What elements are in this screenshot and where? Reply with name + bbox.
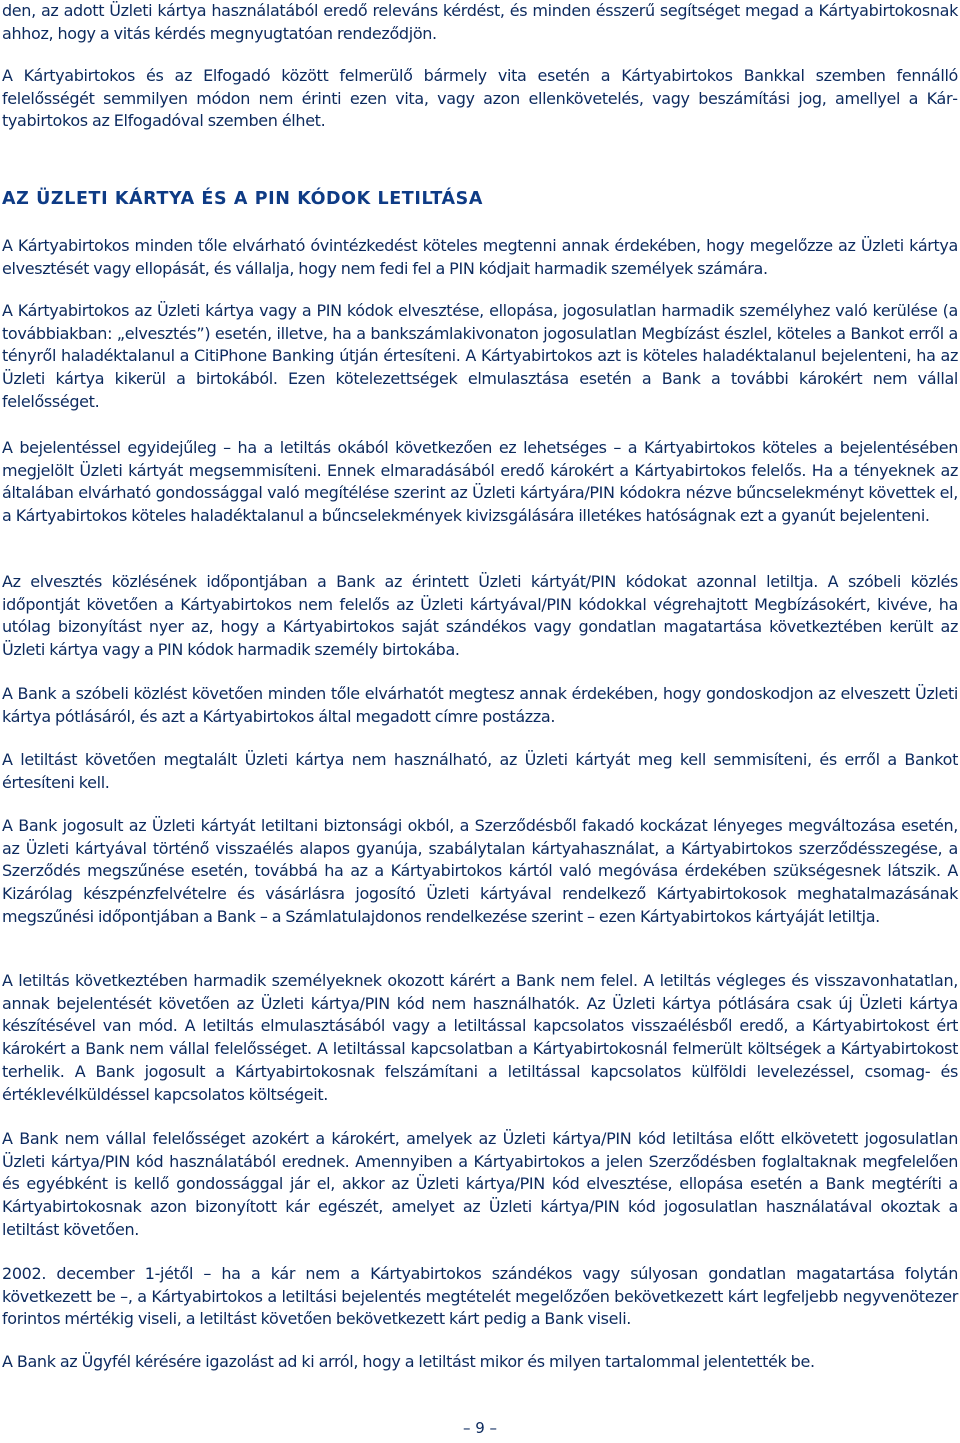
paragraph-blocking-consequences: A letiltás következtében harmadik személyeknek okozott kárért a Bank nem felel. A letiltás végleges és visszavonhatatlan, annak bejelentését követően az Üzleti kártya/PIN kód nem használhatók. Az Üzleti kártya pótlására csak új Üzleti kártya készítésével van mód. A letiltás elmulasztásából vagy a letiltással kapcsolatos visszaélésből eredő, a Kártyabirtokost ért károkért a Bank nem vállal felelősséget. A letiltással kapcsolatban a Kártyabirtokosnál felmerült költségek a Kártyabirtokost terhelik. A Bank jogosult a Kártyabirtokosnak felszámítani a letiltással kapcsolatos külföldi levelezéssel, csomag- és értéklevélküldéssel kapcsolatos költségeit. <box>2 971 958 1104</box>
paragraph-dispute: A Kártyabirtokos és az Elfogadó között felmerülő bármely vita esetén a Kártyabirtokos Bankkal szemben fennálló felelősségét semmilyen módon nem érinti ezen vita, vagy azon ellenkövetelés, vagy beszámítási jog, amellyel a Kártyabirtokos az Elfogadóval szemben élhet. <box>2 66 958 131</box>
paragraph-liability: A Bank nem vállal felelősséget azokért a károkért, amelyek az Üzleti kártya/PIN kód letiltása előtt elkövetett jogosulatlan Üzleti kártya/PIN kód használatából erednek. Amennyiben a Kártyabirtokos a jelen Szerződésben foglaltaknak megfelelően és egyébként is kellő gondossággal jár el, akkor az Üzleti kártya/PIN kód elvesztése, ellopása esetén a Bank megtéríti a Kártyabirtokosnak azon bizonyított kár egészét, amelyet az Üzleti kártya/PIN kód jogosulatlan használatával okoztak a letiltást követően. <box>2 1129 958 1239</box>
paragraph-precautions: A Kártyabirtokos minden tőle elvárható óvintézkedést köteles megtenni annak érdekében, hogy megelőzze az Üzleti kártya elvesztését vagy ellopását, és vállalja, hogy nem fedi fel a PIN kódjait harmadik személyek számára. <box>2 236 958 278</box>
paragraph-loss-notification: A Kártyabirtokos az Üzleti kártya vagy a PIN kódok elvesztése, ellopása, jogosulatlan harmadik személyhez való kerülése (a továbbiakban: „elvesztés”) esetén, illetve, ha a bankszámlakivonaton jogosulatlan Megbízást észlel, köteles a Bankot erről a tényről haladéktalanul a CitiPhone Banking útján értesíteni. A Kártyabirtokos azt is köteles haladéktalanul bejelenteni, ha az Üzleti kártya kikerül a birtokából. Ezen kötelezettségek elmulasztása esetén a Bank a további károkért nem vállal felelősséget. <box>2 301 958 411</box>
section-heading: AZ ÜZLETI KÁRTYA ÉS A PIN KÓDOK LETILTÁSA <box>2 189 483 209</box>
paragraph-blocking-time: Az elvesztés közlésének időpontjában a Bank az érintett Üzleti kártyát/PIN kódokat azonnal letiltja. A szóbeli közlés időpontját követően a Kártyabirtokos nem felelős az Üzleti kártyával/PIN kódokkal végrehajtott Megbízásokért, kivéve, ha utólag bizonyítást nyer az, hogy a Kártyabirtokos saját szándékos vagy gondatlan magatartása következtében került az Üzleti kártya vagy a PIN kódok harmadik személy birtokába. <box>2 572 958 660</box>
paragraph-bank-blocking: A Bank jogosult az Üzleti kártyát letiltani biztonsági okból, a Szerződésből fakadó kockázat lényeges megváltozása esetén, az Üzleti kártyával történő visszaélés alapos gyanúja, szabálytalan kártyahasználat, a Kártyabirtokos szerződésszegése, a Szerződés megszűnése esetén, továbbá ha az a Kártyabirtokos kártól való megóvása érdekében szükségesnek látszik. A Kizárólag készpénzfelvételre és vásárlásra jogosító Üzleti kártyával rendelkező Kártyabirtokosok meghatalmazásának megszűnési időpontjában a Bank – a Számlatulajdonos rendelkezése szerint – ezen Kártyabirtokos kártyáját letiltja. <box>2 816 958 926</box>
paragraph-replacement: A Bank a szóbeli közlést követően minden tőle elvárhatót megtesz annak érdekében, hogy gondoskodjon az elveszett Üzleti kártya pótlásáról, és azt a Kártyabirtokos által megadott címre postázza. <box>2 684 958 726</box>
paragraph-certificate: A Bank az Ügyfél kérésére igazolást ad ki arról, hogy a letiltást mikor és milyen tartalommal jelentették be. <box>2 1352 815 1371</box>
paragraph-continued: den, az adott Üzleti kártya használatából eredő releváns kérdést, és minden ésszerű segítséget megad a Kártyabirtokosnak ahhoz, hogy a vitás kérdés megnyugtatóan rendeződjön. <box>2 1 958 43</box>
paragraph-destruction: A bejelentéssel egyidejűleg – ha a letiltás okából következően ez lehetséges – a Kártyabirtokos köteles a bejelentésében megjelölt Üzleti kártyát megsemmisíteni. Ennek elmaradásából eredő károkért a Kártyabirtokos felelős. Ha a tényeknek az általában elvárható gondossággal való megítélése szerint az Üzleti kártyára/PIN kódokra nézve bűncselekményt követtek el, a Kártyabirtokos köteles haladéktalanul a bűncselekmények kivizsgálására illetékes hatóságnak ezt a gyanút bejelenteni. <box>2 438 958 526</box>
paragraph-2002-rule: 2002. december 1-jétől – ha a kár nem a Kártyabirtokos szándékos vagy súlyosan gondatlan magatartása folytán következett be –, a Kártyabirtokos a letiltási bejelentés megtételét megelőzően bekövetkezett kárt legfeljebb negyvenötezer forintos mértékig viseli, a letiltást követően bekövetkezett kárt pedig a Bank viseli. <box>2 1264 958 1329</box>
page-number: – 9 – <box>462 1419 498 1437</box>
paragraph-found-card: A letiltást követően megtalált Üzleti kártya nem használható, az Üzleti kártyát meg kell semmisíteni, és erről a Bankot értesíteni kell. <box>2 750 958 792</box>
